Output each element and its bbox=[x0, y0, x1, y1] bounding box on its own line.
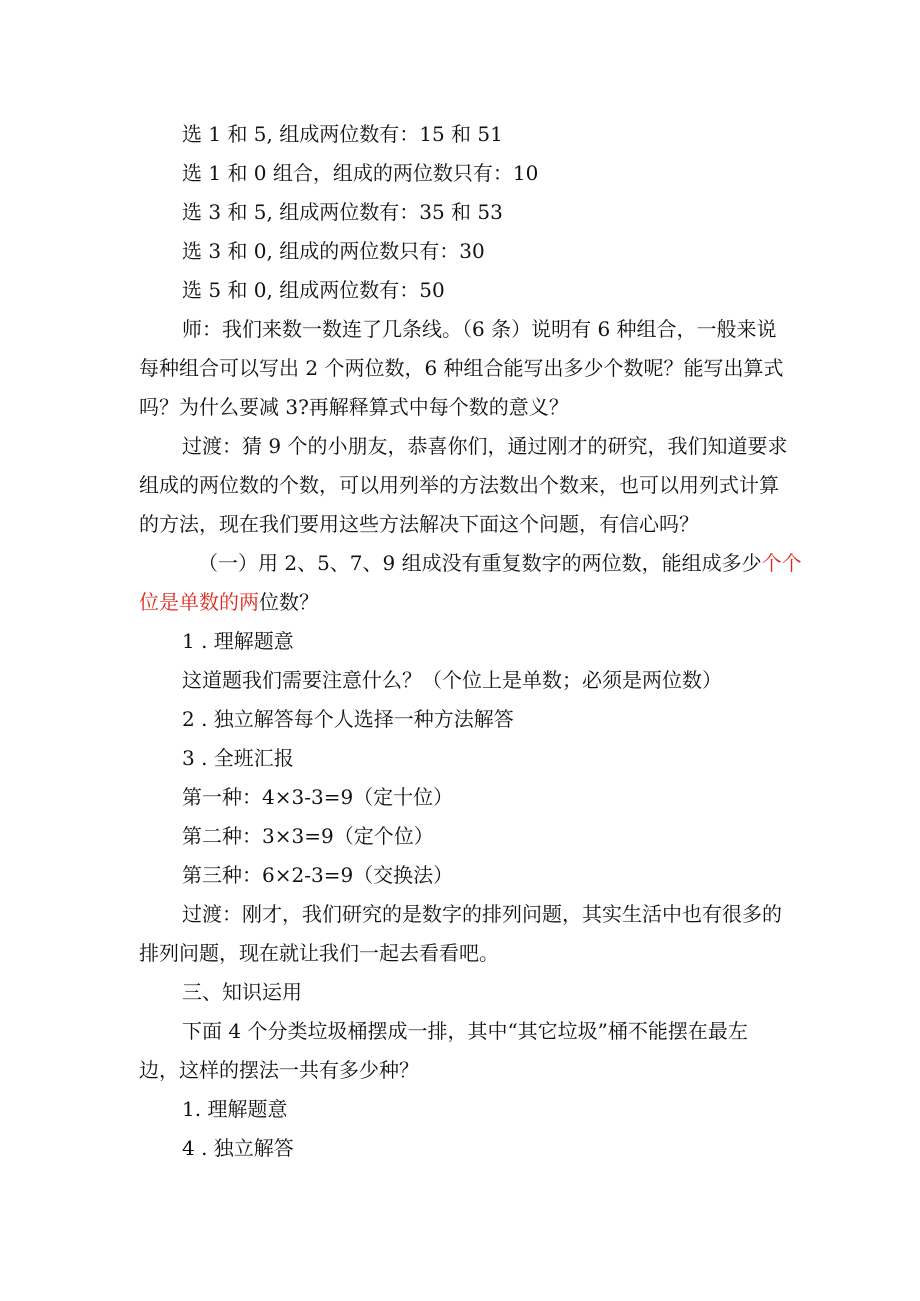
question-text: （一）用 2、5、7、9 组成没有重复数字的两位数，能组成多少 bbox=[198, 551, 762, 575]
paragraph-line: 边，这样的摆法一共有多少种？ bbox=[139, 1058, 419, 1082]
paragraph-line: 的方法，现在我们要用这些方法解决下面这个问题，有信心吗？ bbox=[139, 512, 699, 536]
paragraph-line: 下面 4 个分类垃圾桶摆成一排，其中“其它垃圾”桶不能摆在最左 bbox=[182, 1019, 748, 1043]
method-line: 第一种：4×3-3=9（定十位） bbox=[182, 785, 454, 809]
question-text: 位数？ bbox=[259, 590, 319, 614]
step-heading: 3 . 全班汇报 bbox=[182, 746, 294, 770]
method-line: 第三种：6×2-3=9（交换法） bbox=[182, 863, 454, 887]
paragraph-line: 过渡：刚才，我们研究的是数字的排列问题，其实生活中也有很多的 bbox=[182, 902, 782, 926]
method-line: 第二种：3×3=9（定个位） bbox=[182, 824, 434, 848]
paragraph-line: 组成的两位数的个数，可以用列举的方法数出个数来，也可以用列式计算 bbox=[139, 473, 779, 497]
step-heading: 2 . 独立解答每个人选择一种方法解答 bbox=[182, 707, 514, 731]
step-heading: 1 . 理解题意 bbox=[182, 629, 294, 653]
highlighted-text: 位是单数的两 bbox=[139, 590, 259, 614]
step-heading: 4 . 独立解答 bbox=[182, 1136, 294, 1160]
paragraph-line: 每种组合可以写出 2 个两位数，6 种组合能写出多少个数呢？能写出算式 bbox=[139, 356, 784, 380]
paragraph-line: 吗？为什么要减 3?再解释算式中每个数的意义？ bbox=[139, 395, 569, 419]
question-line bbox=[0, 549, 920, 577]
text-line: 这道题我们需要注意什么？（个位上是单数；必须是两位数） bbox=[182, 668, 722, 692]
step-heading: 1. 理解题意 bbox=[182, 1097, 288, 1121]
section-heading: 三、知识运用 bbox=[182, 980, 302, 1004]
text-line: 选 5 和 0, 组成两位数有：50 bbox=[182, 278, 445, 302]
text-line: 选 1 和 5, 组成两位数有：15 和 51 bbox=[182, 122, 503, 146]
text-line: 选 1 和 0 组合，组成的两位数只有：10 bbox=[182, 161, 539, 185]
highlighted-text: 个个 bbox=[761, 551, 802, 575]
text-line: 选 3 和 5, 组成两位数有：35 和 53 bbox=[182, 200, 503, 224]
paragraph-line: 师：我们来数一数连了几条线。（6 条）说明有 6 种组合，一般来说 bbox=[182, 317, 777, 341]
question-line bbox=[0, 588, 920, 616]
text-line: 选 3 和 0, 组成的两位数只有：30 bbox=[182, 239, 485, 263]
paragraph-line: 排列问题，现在就让我们一起去看看吧。 bbox=[139, 941, 499, 965]
paragraph-line: 过渡：猜 9 个的小朋友，恭喜你们，通过刚才的研究，我们知道要求 bbox=[182, 434, 788, 458]
